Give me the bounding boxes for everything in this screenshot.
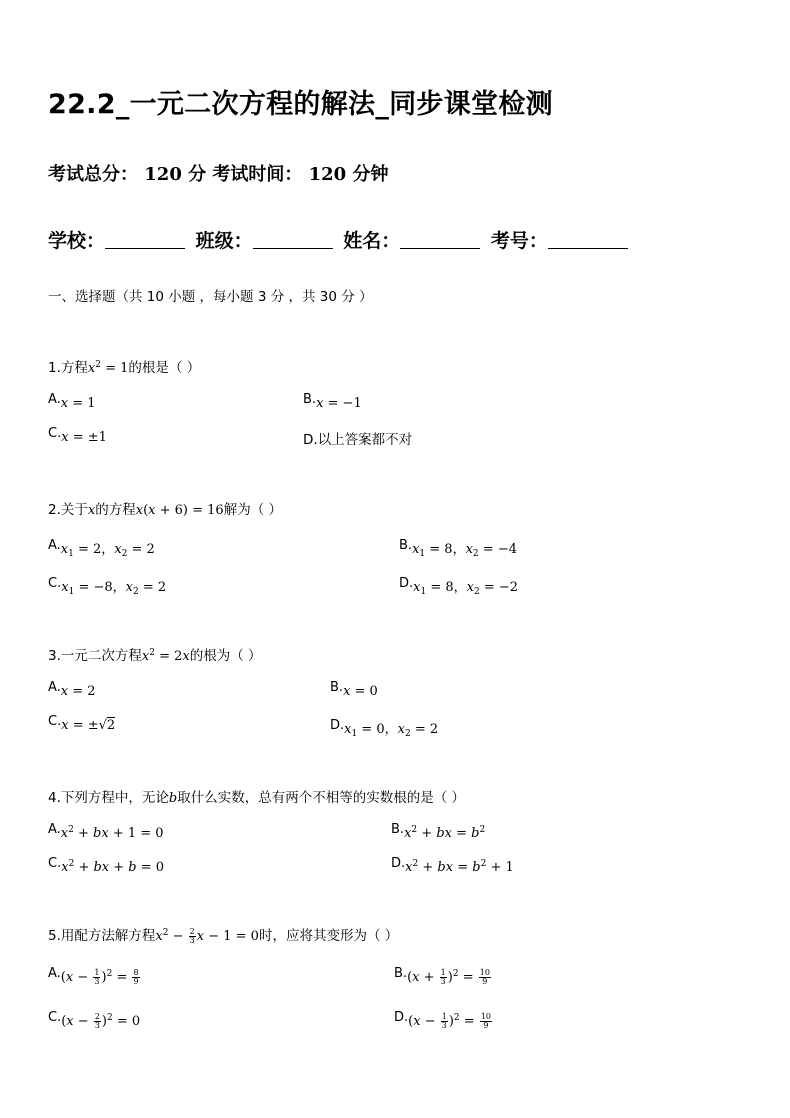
question-4-option-d[interactable]: $D.x^2$ + bx = $b^2 + 1$ bbox=[391, 856, 514, 875]
question-3-option-d[interactable]: $D.x_1 = 0$，$x_2 = 2$ bbox=[330, 718, 439, 739]
exam-info: 考试总分： 120 分 考试时间： 120 分钟 bbox=[48, 164, 389, 185]
question-3-stem: 3.一元二次方程$x^2 = 2x$的根为（ ） bbox=[48, 648, 262, 664]
question-5-option-d[interactable]: D.(x − $\frac{1}{3}$ )$^2$ = $\frac{10}{9}$ bbox=[394, 1010, 492, 1030]
question-5-option-a[interactable]: A.(x − $\frac{1}{3}$ )$^2$ = $\frac{8}{9}$ bbox=[48, 966, 139, 986]
question-1-stem: 1.方程$x^2 = 1$的根是（ ） bbox=[48, 360, 201, 376]
question-1-option-d[interactable]: D.以上答案都不对 bbox=[303, 432, 413, 448]
school-blank bbox=[105, 230, 185, 249]
question-2-option-a[interactable]: $A.x_1 = 2$，$x_2 = 2$ bbox=[48, 538, 155, 559]
question-5-equation: $x^2$ − $\frac{2}{3}$ x − 1 = 0 bbox=[155, 927, 259, 945]
question-3-option-c[interactable]: C.x = ±√2 bbox=[48, 714, 116, 733]
question-1-option-c[interactable]: C.x = ±1 bbox=[48, 426, 107, 445]
question-2-stem: 2.关于x的方程x(x + 6) = 16解为（ ） bbox=[48, 502, 282, 518]
question-2-option-b[interactable]: $B.x_1 = 8$，$x_2 = -4$ bbox=[399, 538, 517, 559]
question-2-option-d[interactable]: $D.x_1 = 8$，$x_2 = -2$ bbox=[399, 576, 519, 597]
class-label: 班级： bbox=[195, 230, 253, 252]
class-blank bbox=[253, 230, 333, 249]
question-4-option-b[interactable]: $B.x^2$ + bx = $b^2$ bbox=[391, 822, 486, 841]
question-2-option-c[interactable]: $C.x_1 = -8$，$x_2 = 2$ bbox=[48, 576, 167, 597]
question-5-stem: 5.用配方法解方程$x^2$ − $\frac{2}{3}$ x − 1 = 0时，应将其变形为（ ） bbox=[48, 927, 399, 945]
question-3-option-a[interactable]: A.x = 2 bbox=[48, 680, 96, 699]
question-3-equation: $x^2 = 2x$ bbox=[141, 648, 190, 664]
question-1-equation: $x^2 = 1$ bbox=[87, 360, 129, 376]
question-4-stem: 4.下列方程中，无论b取什么实数，总有两个不相等的实数根的是（ ） bbox=[48, 790, 466, 806]
question-4-option-c[interactable]: $C.x^2$ + bx + b = 0 bbox=[48, 856, 165, 875]
section-title: 一、选择题（共 10 小题 ，每小题 3 分 ，共 30 分 ） bbox=[48, 289, 373, 305]
question-5-option-c[interactable]: C.(x − $\frac{2}{3}$ )$^2$ = 0 bbox=[48, 1010, 141, 1030]
exam-number-label: 考号： bbox=[490, 230, 548, 252]
question-1-option-a[interactable]: A.x = 1 bbox=[48, 392, 96, 411]
question-3-option-b[interactable]: B.x = 0 bbox=[330, 680, 378, 699]
exam-number-blank bbox=[548, 230, 628, 249]
question-4-option-a[interactable]: $A.x^2$ + bx + 1 = 0 bbox=[48, 822, 164, 841]
student-info-fields bbox=[48, 226, 632, 253]
page-title: 22.2_一元二次方程的解法_同步课堂检测 bbox=[48, 89, 553, 120]
school-label: 学校： bbox=[48, 230, 106, 252]
name-label: 姓名： bbox=[343, 230, 401, 252]
question-2-equation: x(x + 6) = 16 bbox=[135, 503, 224, 518]
question-5-option-b[interactable]: B.(x + $\frac{1}{3}$ )$^2$ = $\frac{10}{9}$ bbox=[394, 966, 490, 986]
question-1-option-b[interactable]: B.x = −1 bbox=[303, 392, 362, 411]
name-blank bbox=[400, 230, 480, 249]
